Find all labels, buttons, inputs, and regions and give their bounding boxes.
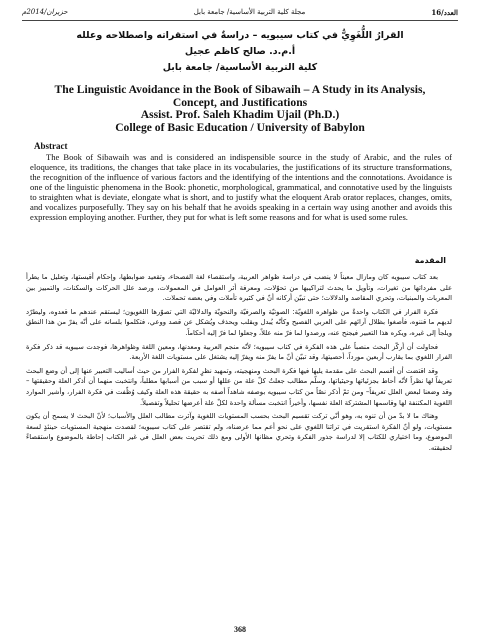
abstract-heading: Abstract [34,141,68,151]
arabic-title-block [22,28,458,76]
header-date: حزيران/2014م [22,8,68,16]
english-title-block [22,84,458,134]
english-affiliation: College of Basic Education / University of Babylon [115,120,365,134]
english-author: Assist. Prof. Saleh Khadim Ujail (Ph.D.) [140,108,340,121]
header-rule [22,20,458,21]
intro-paragraph: فحاولت أن أركّز البحث منصباً على هذه الفكرة في كتاب سيبويه؛ لأنّه منجم العربية ومعدنها، ومعين اللغة وظواهرها، فوجدت سيبويه قد ذكر فكرة الفرار اللغوي بما يقارب أربعين مورداً، أحصيتها، وقد تبيّن أنّ ما يفرّ منه ويفرّ إليه يشتغل على مستويات اللغة الأربعة. [26,342,452,362]
header-issue: العدد/16 [431,7,458,17]
intro-paragraph: وقد اقتضت أن أقسم البحث على مقدمة يليها فيها فكرة البحث ومنهجيته، وتمهيد نظرٍ لفكرة الفرار من حيث أساليب التعبير عنها إلى أن وضع البحث تعريفاً لها نظراً لأنّه أحاط بجزئياتها وحيثياتها، وسلّم مطالب جعلتُ كلّ علة من عللها أو سبب من أسبابها مطلباً، وانتخبت منهما أن أذكر العلة وحقيقتها –وقد وضعنا لبعض العلل تعريفاً– ومن ثمّ أذكر نصّاً من كتاب سيبويه بوصفه شاهداً أصفه به حقيقة هذه العلة وكيف وُظّفت في فكرة الفرار، وأشير الموارد اللغوية المكتنفة لها وقاسمها المشتركة العلة نفسها، وأخيراً انتخبت مسألة واحدة لكلّ علة أعرضها تحليلاً وتفصيلاً. [26,366,452,407]
page-number: 368 [234,625,246,634]
header-journal: مجلة كلية التربية الأساسية/ جامعة بابل [193,8,306,16]
english-title-line2: Concept, and Justifications [172,95,308,109]
english-title-line1: The Linguistic Avoidance in the Book of Sibawaih – A Study in its Analysis, [54,83,426,96]
arabic-affiliation: كلية التربية الأساسية/ جامعة بابل [162,62,318,73]
intro-paragraph: بعد كتاب سيبويه كان ومازال معيناً لا ينضب في دراسة ظواهر العربية، واستقصاء لغة الفصحاء، وتقعيد ضوابطها، وإحكام أقيستها، وتعليل ما يطرأ على مفرداتها من تغيرات، وتأويل ما يحدث لتراكيبها من تحوّلات، ومعرفة أثر العوامل في المعمولات، ورصد علل الحركات والسكنات، والتمييز بين المعربات والمبنيات، وتحري المقاصد والدلالات؛ حتى تبيّن أركانه أنّ في كثيره تأملات وفي بعضه تحملات. [26,273,452,303]
arabic-title: القرارُ اللُّغَوِيُّ في كتاب سيبويه – دراسةٌ في استقراته واصطلاحه وعلله [76,30,404,41]
arabic-author: أ.م.د. صالح كاظم عجيل [184,46,296,57]
introduction-heading: المقدمة [414,256,446,265]
abstract-text: The Book of Sibawaih was and is considered an indispensible source in the study of Arabic, and the rules of eloquence, its traditions, the changes that take place in its vocabularies, the justifications of its structure transformations, the recognition of the influence of various factors and the identifying of the intentions and the connotations. Avoidance is one of the linguistic phenomena in the Book: phonetic, morphological, grammatical, and connotative used by the linguists to straighten what is deviate, elongate what is short, and to justify what the eloquent Arab orator replaces, changes, omits, and vocalizes purposefully. They say on his behalf that he avoids speaking in a certain way using another and avoids this expression employing another. Further, they put for what is left some reasons and for what is used some rules. [30,152,452,223]
running-header [22,5,458,19]
intro-paragraph: وهناك ما لا بدّ من أن تنوه به، وهو أنّي تركت تقسيم البحث بحسب المستويات اللغوية وآثرت مطالب العلل والأسباب؛ لأنّ البحث لا يسمح أن يكون مستويات، ولو أنّ الفكرة استقريت في تراثنا اللغوي على نحو أعم مما عرضناه، ولم تقتصر على كتاب سيبويه؛ لقصدت منهجية المستويات حينئذٍ لسعة الموضوع، وما اختياري للكتاب إلا لدراسة جذور الفكرة وتحري مظانها الأولى ومع ذلك تحريت بعض العلل في غير الكتاب إحاطة بالموضوع واستقصاءً لحقيقته. [26,412,452,452]
intro-paragraph: فكرة الفرار في الكتاب واحدةٌ من ظواهره اللغويّة: الصوتيّة والصرفيّة والنحويّة والدلاليّة التي تصوّرها اللغويون؛ ليستقم عندهم ما قعدوه، وليطرّد لديهم ما قننوه، فأصغوا بظلال آرائهم على العربي الفصيح وكأنّه يُبدل ويقلب ويحذف ويُشكل عن قصد ووعي، فتكلموا بلسانه على أنّه يفرّ من هذا النطق ويلجأ إلى غيره، ويكره هذا التعبير فيجنح عنه، ورصدوا لما فرّ منه عللاً، وجعلوا لما فرّ إليه أحكاماً. [26,307,452,337]
introduction-body [26,272,452,457]
